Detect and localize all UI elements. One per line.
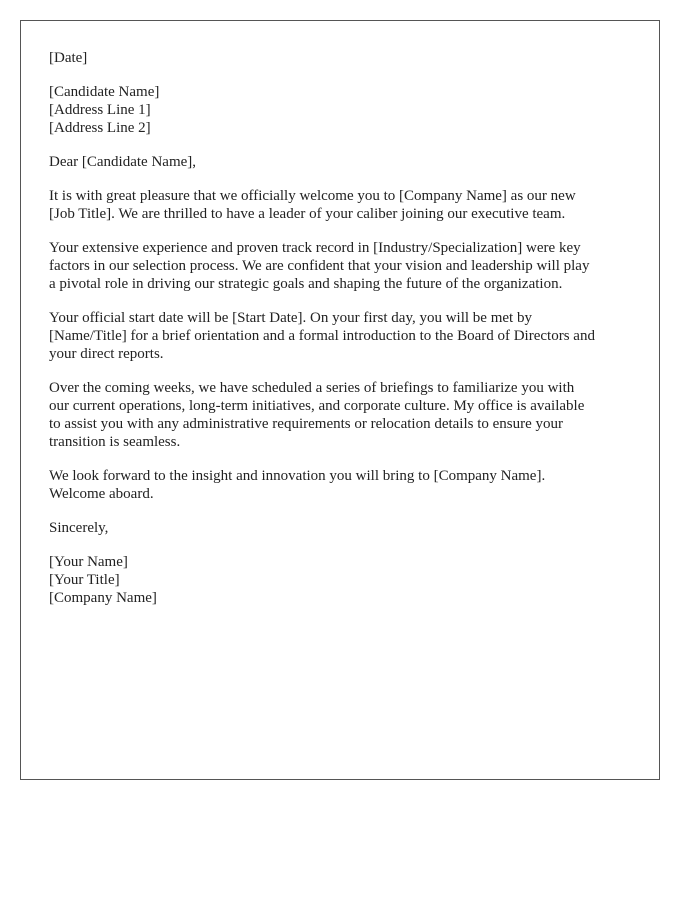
paragraph-experience: [49, 239, 639, 293]
paragraph-start-date: [49, 309, 639, 363]
paragraph-line: transition is seamless.: [49, 434, 181, 450]
paragraph-line: Over the coming weeks, we have scheduled a series of briefings to familiarize you with: [49, 380, 575, 396]
paragraph-welcome: [49, 187, 639, 223]
date-block: [49, 49, 639, 67]
paragraph-closing-remarks: [49, 467, 639, 503]
paragraph-line: We look forward to the insight and innovation you will bring to [Company Name].: [49, 468, 546, 484]
salutation-block: [49, 153, 639, 171]
paragraph-line: Your official start date will be [Start Date]. On your first day, you will be met by: [49, 310, 532, 326]
letter-date: [Date]: [49, 50, 88, 66]
paragraph-line: [Job Title]. We are thrilled to have a leader of your caliber joining our executive team.: [49, 206, 566, 222]
paragraph-line: our current operations, long-term initiatives, and corporate culture. My office is available: [49, 398, 585, 414]
closing: Sincerely,: [49, 520, 109, 536]
paragraph-briefings: [49, 379, 639, 451]
paragraph-line: [Name/Title] for a brief orientation and a formal introduction to the Board of Directors and: [49, 328, 595, 344]
recipient-address-line-2: [Address Line 2]: [49, 120, 151, 136]
recipient-block: [49, 83, 639, 137]
salutation: Dear [Candidate Name],: [49, 154, 197, 170]
recipient-address-line-1: [Address Line 1]: [49, 102, 151, 118]
paragraph-line: a pivotal role in driving our strategic goals and shaping the future of the organization.: [49, 276, 563, 292]
paragraph-line: factors in our selection process. We are confident that your vision and leadership will play: [49, 258, 590, 274]
signature-name: [Your Name]: [49, 554, 128, 570]
paragraph-line: Your extensive experience and proven track record in [Industry/Specialization] were key: [49, 240, 581, 256]
closing-block: [49, 519, 639, 537]
paragraph-line: It is with great pleasure that we officially welcome you to [Company Name] as our new: [49, 188, 576, 204]
signature-company: [Company Name]: [49, 590, 157, 606]
signature-block: [49, 553, 639, 607]
paragraph-line: to assist you with any administrative requirements or relocation details to ensure your: [49, 416, 564, 432]
signature-title: [Your Title]: [49, 572, 120, 588]
recipient-name: [Candidate Name]: [49, 84, 160, 100]
letter-content: [49, 49, 639, 623]
paragraph-line: your direct reports.: [49, 346, 164, 362]
paragraph-line: Welcome aboard.: [49, 486, 154, 502]
letter-page: [20, 20, 660, 780]
